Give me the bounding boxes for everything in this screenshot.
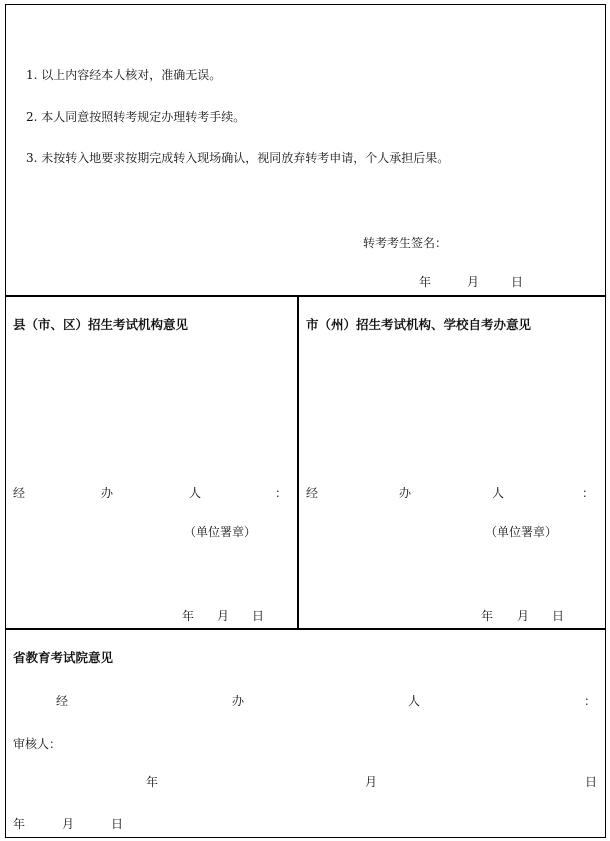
county-handler-char-1: 经 (13, 486, 26, 500)
county-handler-char-2: 办 (101, 486, 114, 500)
county-opinion-title: 县（市、区）招生考试机构意见 (13, 317, 189, 332)
declaration-date-year: 年 (419, 275, 432, 289)
city-handler-char-1: 经 (306, 486, 319, 500)
declaration-date-month: 月 (467, 275, 480, 289)
declaration-item-3: 3. 未按转入地要求按期完成转入现场确认，视同放弃转考申请，个人承担后果。 (26, 151, 450, 165)
province-date-spread-day: 日 (585, 775, 598, 789)
city-opinion-title: 市（州）招生考试机构、学校自考办意见 (306, 317, 532, 332)
city-handler-char-2: 办 (399, 486, 412, 500)
county-handler-char-4: ： (275, 486, 288, 500)
province-opinion-title: 省教育考试院意见 (13, 650, 114, 665)
province-date-day: 日 (111, 817, 124, 831)
province-handler-char-3: 人 (408, 694, 421, 708)
signature-label: 转考考生签名： (363, 236, 448, 250)
city-date-year: 年 (481, 609, 494, 623)
county-date-month: 月 (217, 609, 230, 623)
city-handler-char-4: ： (582, 486, 595, 500)
county-date-day: 日 (252, 609, 265, 623)
declaration-date-day: 日 (511, 275, 524, 289)
province-date-year: 年 (13, 817, 26, 831)
province-reviewer-label: 审核人： (13, 737, 62, 751)
city-date-day: 日 (552, 609, 565, 623)
province-date-spread-month: 月 (365, 775, 378, 789)
county-opinion-section (5, 295, 299, 630)
county-date-year: 年 (182, 609, 195, 623)
province-handler-char-2: 办 (232, 694, 245, 708)
city-handler-char-3: 人 (492, 486, 505, 500)
county-handler-char-3: 人 (189, 486, 202, 500)
county-seal: （单位署章） (184, 525, 257, 539)
city-date-month: 月 (517, 609, 530, 623)
city-seal: （单位署章） (485, 525, 558, 539)
province-handler-char-4: ： (584, 694, 597, 708)
province-handler-char-1: 经 (56, 694, 69, 708)
province-date-spread-year: 年 (146, 775, 159, 789)
declaration-item-1: 1. 以上内容经本人核对，准确无误。 (26, 68, 222, 82)
declaration-item-2: 2. 本人同意按照转考规定办理转考手续。 (26, 110, 246, 124)
province-date-month: 月 (62, 817, 75, 831)
city-opinion-section (297, 295, 606, 630)
